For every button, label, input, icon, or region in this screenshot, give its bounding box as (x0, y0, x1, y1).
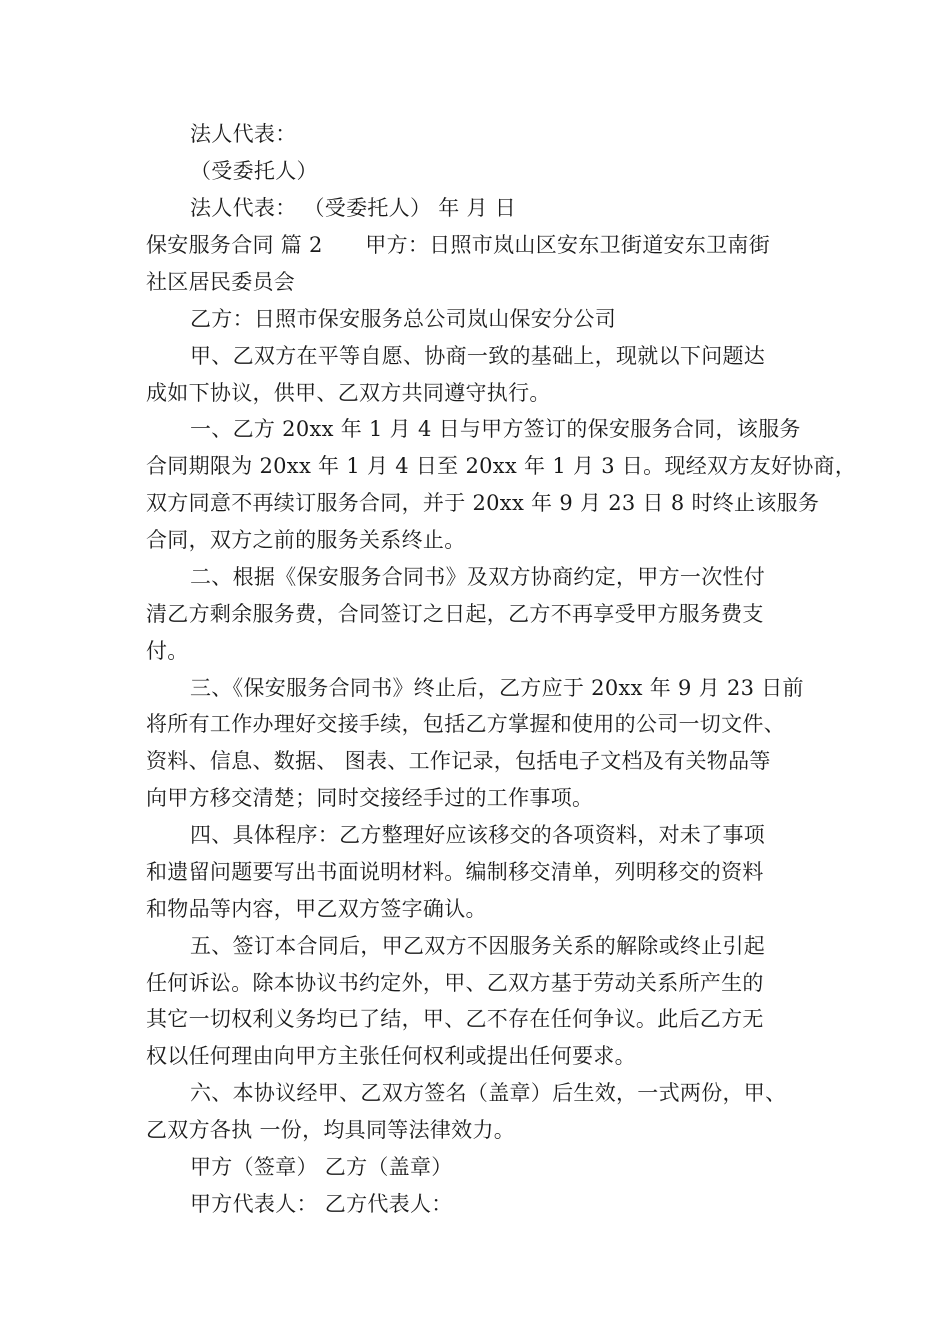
text-line: 甲、乙双方在平等自愿、协商一致的基础上，现就以下问题达 (190, 344, 766, 368)
text-line: 任何诉讼。除本协议书约定外，甲、乙双方基于劳动关系所产生的 (146, 971, 764, 995)
text-line: 四、具体程序：乙方整理好应该移交的各项资料，对未了事项 (190, 823, 766, 847)
text-line: 权以任何理由向甲方主张任何权利或提出任何要求。 (146, 1044, 636, 1068)
text-line: 双方同意不再续订服务合同，并于 20xx 年 9 月 23 日 8 时终止该服务 (146, 491, 820, 515)
text-line: 保安服务合同 篇 2 甲方：日照市岚山区安东卫街道安东卫南街 (146, 233, 771, 257)
text-line: 成如下协议，供甲、乙双方共同遵守执行。 (146, 381, 551, 405)
text-line: 其它一切权利义务均已了结，甲、乙不存在任何争议。此后乙方无 (146, 1007, 764, 1031)
text-line: 向甲方移交清楚；同时交接经手过的工作事项。 (146, 786, 594, 810)
text-line: 法人代表： （受委托人） 年 月 日 (190, 196, 517, 220)
text-line: （受委托人） (190, 159, 318, 183)
text-line: 乙双方各执 一份，均具同等法律效力。 (146, 1118, 516, 1142)
text-line: 甲方代表人： 乙方代表人： (190, 1192, 453, 1216)
text-line: 和物品等内容，甲乙双方签字确认。 (146, 897, 487, 921)
text-line: 合同，双方之前的服务关系终止。 (146, 528, 466, 552)
text-line: 和遗留问题要写出书面说明材料。编制移交清单，列明移交的资料 (146, 860, 764, 884)
text-line: 一、乙方 20xx 年 1 月 4 日与甲方签订的保安服务合同，该服务 (190, 417, 801, 441)
text-line: 付。 (146, 639, 189, 663)
text-line: 三、《保安服务合同书》终止后，乙方应于 20xx 年 9 月 23 日前 (190, 676, 804, 700)
text-line: 法人代表： (190, 122, 297, 146)
text-line: 六、本协议经甲、乙双方签名（盖章）后生效，一式两份，甲、 (190, 1081, 787, 1105)
text-line: 将所有工作办理好交接手续，包括乙方掌握和使用的公司一切文件、 (146, 712, 785, 736)
text-line: 资料、信息、数据、 图表、工作记录，包括电子文档及有关物品等 (146, 749, 771, 773)
text-line: 社区居民委员会 (146, 270, 296, 294)
text-line: 清乙方剩余服务费，合同签订之日起，乙方不再享受甲方服务费支 (146, 602, 764, 626)
text-line: 二、根据《保安服务合同书》及双方协商约定，甲方一次性付 (190, 565, 766, 589)
text-line: 乙方：日照市保安服务总公司岚山保安分公司 (190, 307, 616, 331)
text-line: 五、签订本合同后，甲乙双方不因服务关系的解除或终止引起 (190, 934, 766, 958)
text-line: 甲方（签章） 乙方（盖章） (190, 1155, 453, 1179)
text-line: 合同期限为 20xx 年 1 月 4 日至 20xx 年 1 月 3 日。现经双方友好协商， (146, 454, 857, 478)
